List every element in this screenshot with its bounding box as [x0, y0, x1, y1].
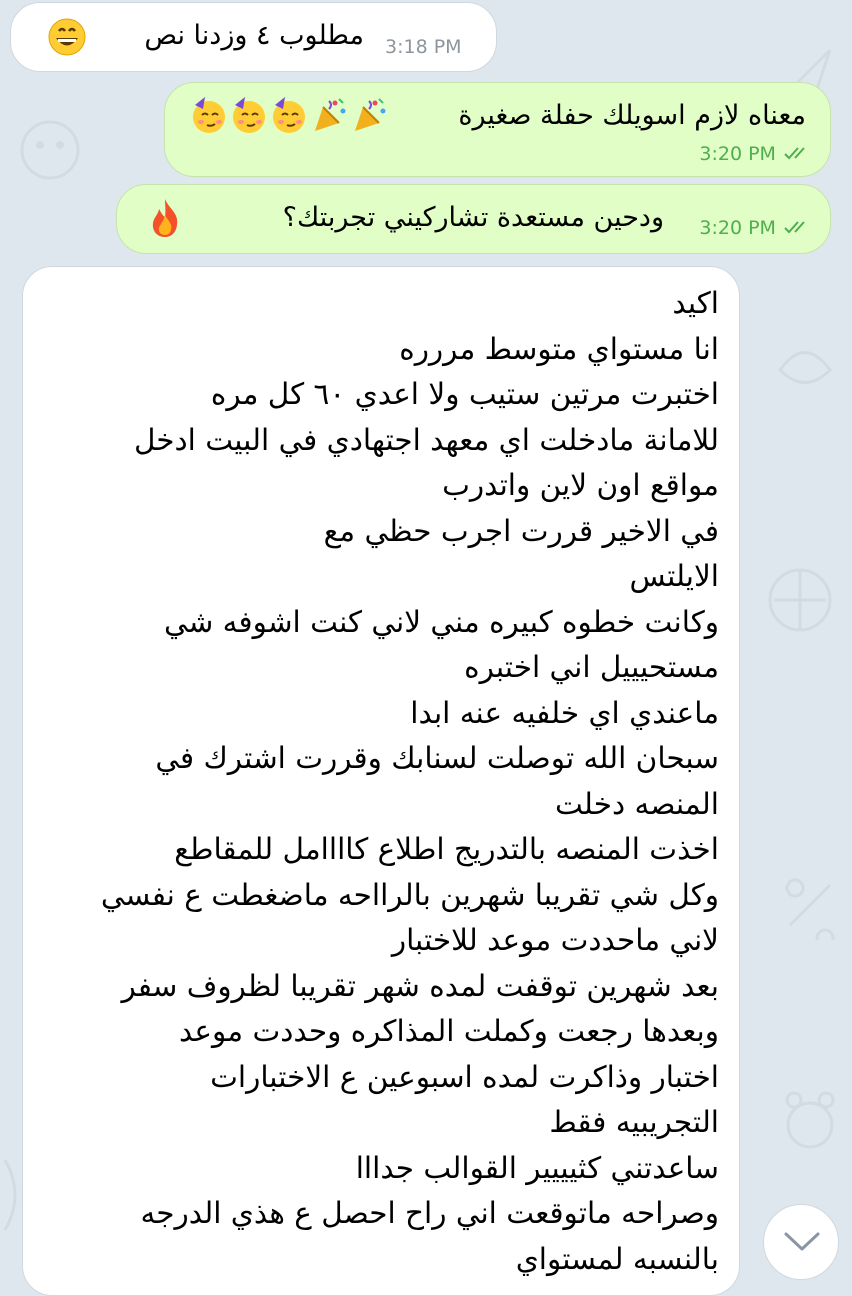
message-line: وبعدها رجعت وكملت المذاكره وحددت موعد — [178, 1014, 719, 1048]
message-line: وصراحه ماتوقعت اني راح احصل ع هذي الدرجه — [140, 1196, 719, 1230]
message-body — [101, 281, 719, 1282]
double-check-icon — [784, 218, 810, 240]
message-line: المنصه دخلت — [554, 786, 719, 821]
message-line: اختبرت مرتين ستيب ولا اعدي ٦٠ كل مره — [210, 377, 719, 411]
message-line: ساعدتني كثيييير القوالب جدااا — [355, 1150, 719, 1185]
chevron-down-icon — [783, 1230, 821, 1258]
message-line: بعد شهرين توقفت لمده شهر تقريبا لظروف سفر — [121, 968, 719, 1003]
message-bubble-outgoing[interactable] — [116, 184, 831, 254]
message-line: مستحيييل اني اختبره — [464, 650, 719, 684]
party-popper-emoji-icon — [309, 95, 349, 139]
message-line: في الاخير قررت اجرب حظي مع — [323, 513, 719, 548]
message-line: وكل شي تقريبا شهرين بالرااحه ماضغطت ع نفسي — [100, 877, 719, 912]
message-bubble-incoming[interactable] — [22, 266, 740, 1296]
partying-face-emoji-icon — [269, 95, 309, 139]
message-timestamp: 3:18 PM — [385, 36, 462, 58]
fire-emoji-icon — [145, 197, 185, 243]
message-line: ماعندي اي خلفيه عنه ابدا — [410, 695, 719, 730]
partying-face-emoji-icon — [189, 95, 229, 139]
message-line: مواقع اون لاين واتدرب — [442, 468, 719, 502]
background-doodle-icon — [10, 110, 90, 190]
message-timestamp: 3:20 PM — [699, 217, 776, 239]
grinning-face-emoji-icon — [47, 17, 87, 61]
message-line: سبحان الله توصلت لسنابك وقررت اشترك في — [155, 741, 719, 775]
background-doodle-icon — [760, 560, 840, 640]
message-text: مطلوب ٤ وزدنا نص — [144, 20, 364, 51]
message-line: اختبار وذاكرت لمده اسبوعين ع الاختبارات — [210, 1059, 719, 1094]
message-line: اكيد — [672, 286, 719, 320]
message-bubble-outgoing[interactable] — [164, 82, 831, 177]
double-check-icon — [784, 144, 810, 166]
message-line: الايلتس — [629, 559, 719, 593]
background-doodle-icon — [770, 330, 840, 400]
message-text: معناه لازم اسويلك حفلة صغيرة — [458, 100, 806, 131]
message-line: للامانة مادخلت اي معهد اجتهادي في البيت ادخل — [133, 422, 719, 457]
party-popper-emoji-icon — [349, 95, 389, 139]
message-line: لاني ماحددت موعد للاختبار — [391, 923, 719, 957]
message-text: ودحين مستعدة تشاركيني تجربتك؟ — [282, 202, 664, 233]
message-timestamp: 3:20 PM — [699, 143, 776, 165]
message-line: انا مستواي متوسط مررره — [399, 331, 719, 366]
background-doodle-icon — [775, 870, 845, 940]
message-line: التجريبيه فقط — [549, 1105, 719, 1139]
message-line: اخذت المنصه بالتدريج اطلاع كاااامل للمقاطع — [174, 832, 719, 866]
scroll-down-button[interactable] — [763, 1204, 839, 1280]
partying-face-emoji-icon — [229, 95, 269, 139]
message-bubble-incoming[interactable] — [10, 2, 497, 72]
message-line: بالنسبه لمستواي — [515, 1241, 719, 1276]
background-doodle-icon — [770, 1080, 850, 1160]
message-line: وكانت خطوه كبيره مني لاني كنت اشوفه شي — [163, 604, 719, 639]
